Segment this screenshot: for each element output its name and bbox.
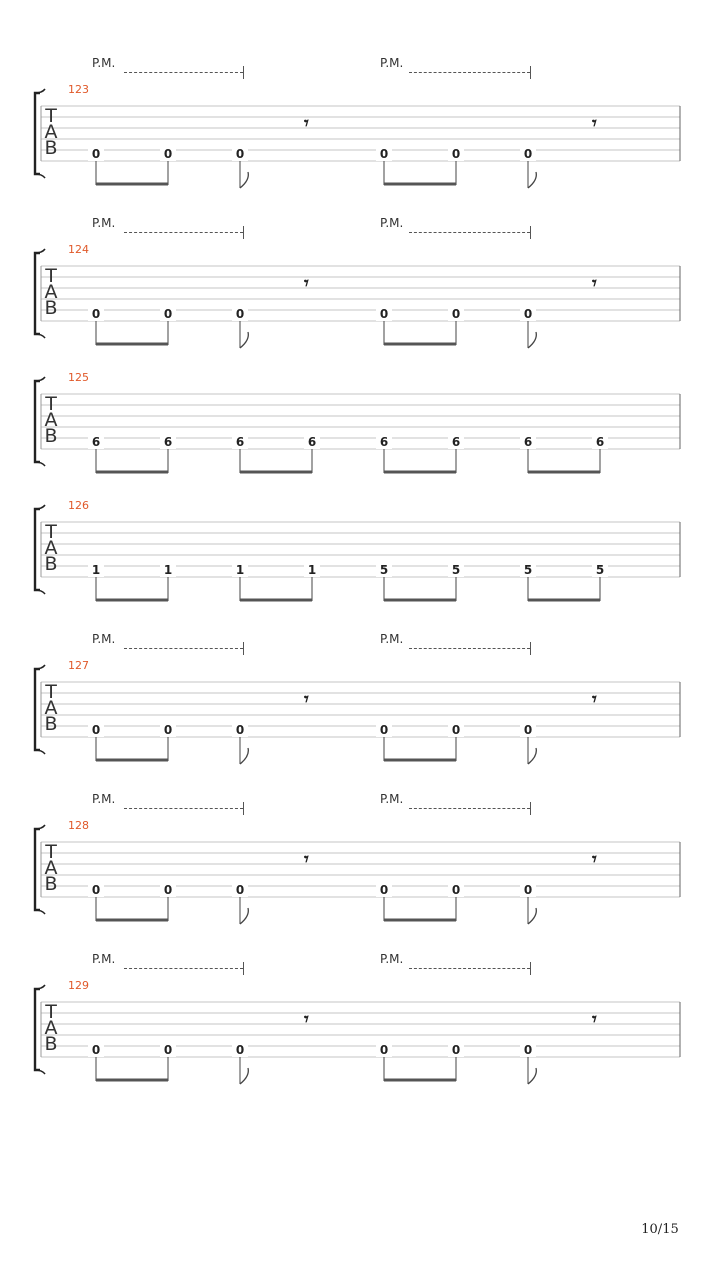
tab-clef-letter: B <box>44 713 58 735</box>
palm-mute-dashes <box>124 808 243 809</box>
palm-mute-dashes <box>409 648 530 649</box>
tab-clef-letter: A <box>44 1017 58 1039</box>
palm-mute-dashes <box>409 968 530 969</box>
fret-number: 0 <box>160 308 176 321</box>
bracket-hook-bottom <box>35 1070 45 1074</box>
eighth-rest: 𝄾 <box>592 113 597 134</box>
fret-number: 0 <box>232 1044 248 1057</box>
tab-clef-letter: T <box>45 393 57 415</box>
fret-number: 6 <box>304 436 320 449</box>
fret-number: 1 <box>304 564 320 577</box>
bracket-hook-bottom <box>35 334 45 338</box>
palm-mute-end-tick <box>530 66 531 79</box>
note-flag <box>240 1068 248 1084</box>
fret-number: 0 <box>88 308 104 321</box>
palm-mute-label: P.M. <box>92 56 116 70</box>
fret-number: 0 <box>520 884 536 897</box>
fret-number: 0 <box>232 884 248 897</box>
fret-number: 6 <box>376 436 392 449</box>
tab-clef-letter: A <box>44 409 58 431</box>
fret-number: 1 <box>160 564 176 577</box>
palm-mute-label: P.M. <box>380 216 404 230</box>
measure-number: 126 <box>68 499 89 512</box>
fret-number: 0 <box>448 308 464 321</box>
fret-number: 6 <box>520 436 536 449</box>
eighth-rest: 𝄾 <box>592 689 597 710</box>
fret-number: 0 <box>88 884 104 897</box>
fret-number: 0 <box>88 148 104 161</box>
tab-clef-letter: A <box>44 121 58 143</box>
system-bracket <box>35 669 40 750</box>
eighth-rest: 𝄾 <box>592 273 597 294</box>
tab-clef-letter: B <box>44 553 58 575</box>
fret-number: 5 <box>448 564 464 577</box>
palm-mute-end-tick <box>243 802 244 815</box>
palm-mute-end-tick <box>530 802 531 815</box>
palm-mute-label: P.M. <box>92 952 116 966</box>
tab-clef-letter: B <box>44 137 58 159</box>
eighth-rest: 𝄾 <box>304 113 309 134</box>
palm-mute-end-tick <box>243 962 244 975</box>
bracket-hook-top <box>35 825 45 829</box>
note-flag <box>528 748 536 764</box>
tab-clef-letter: T <box>45 265 57 287</box>
bracket-hook-top <box>35 505 45 509</box>
fret-number: 0 <box>88 724 104 737</box>
fret-number: 5 <box>376 564 392 577</box>
fret-number: 0 <box>520 308 536 321</box>
palm-mute-dashes <box>124 72 243 73</box>
bracket-hook-bottom <box>35 750 45 754</box>
tab-clef-letter: T <box>45 521 57 543</box>
eighth-rest: 𝄾 <box>304 273 309 294</box>
tab-clef-letter: T <box>45 841 57 863</box>
tab-clef-letter: B <box>44 425 58 447</box>
fret-number: 0 <box>376 884 392 897</box>
bracket-hook-top <box>35 89 45 93</box>
bracket-hook-top <box>35 249 45 253</box>
fret-number: 0 <box>160 884 176 897</box>
palm-mute-dashes <box>124 968 243 969</box>
system-bracket <box>35 253 40 334</box>
tab-clef-letter: A <box>44 697 58 719</box>
palm-mute-dashes <box>409 232 530 233</box>
palm-mute-label: P.M. <box>380 632 404 646</box>
palm-mute-end-tick <box>243 226 244 239</box>
system-bracket <box>35 989 40 1070</box>
fret-number: 0 <box>160 1044 176 1057</box>
note-flag <box>240 908 248 924</box>
bracket-hook-top <box>35 665 45 669</box>
palm-mute-end-tick <box>530 226 531 239</box>
note-flag <box>528 908 536 924</box>
page-number: 10/15 <box>641 1222 679 1237</box>
fret-number: 0 <box>448 148 464 161</box>
palm-mute-dashes <box>124 232 243 233</box>
system-bracket <box>35 381 40 462</box>
fret-number: 0 <box>448 1044 464 1057</box>
fret-number: 0 <box>520 148 536 161</box>
bracket-hook-top <box>35 377 45 381</box>
tab-clef-letter: T <box>45 105 57 127</box>
fret-number: 5 <box>592 564 608 577</box>
tab-clef-letter: B <box>44 873 58 895</box>
palm-mute-end-tick <box>243 642 244 655</box>
fret-number: 0 <box>88 1044 104 1057</box>
palm-mute-end-tick <box>530 642 531 655</box>
palm-mute-end-tick <box>530 962 531 975</box>
fret-number: 6 <box>448 436 464 449</box>
tab-clef-letter: B <box>44 297 58 319</box>
tab-clef-letter: A <box>44 537 58 559</box>
tab-clef-letter: T <box>45 681 57 703</box>
palm-mute-label: P.M. <box>380 952 404 966</box>
palm-mute-label: P.M. <box>92 632 116 646</box>
system-bracket <box>35 829 40 910</box>
fret-number: 1 <box>88 564 104 577</box>
eighth-rest: 𝄾 <box>304 689 309 710</box>
measure-number: 124 <box>68 243 89 256</box>
fret-number: 0 <box>376 724 392 737</box>
fret-number: 6 <box>592 436 608 449</box>
note-flag <box>240 172 248 188</box>
palm-mute-dashes <box>409 808 530 809</box>
palm-mute-label: P.M. <box>380 56 404 70</box>
fret-number: 0 <box>448 724 464 737</box>
fret-number: 0 <box>160 724 176 737</box>
fret-number: 0 <box>376 308 392 321</box>
fret-number: 0 <box>376 1044 392 1057</box>
tab-clef-letter: T <box>45 1001 57 1023</box>
fret-number: 6 <box>160 436 176 449</box>
fret-number: 0 <box>232 308 248 321</box>
fret-number: 6 <box>88 436 104 449</box>
system-bracket <box>35 509 40 590</box>
palm-mute-dashes <box>124 648 243 649</box>
palm-mute-dashes <box>409 72 530 73</box>
bracket-hook-top <box>35 985 45 989</box>
eighth-rest: 𝄾 <box>304 1009 309 1030</box>
eighth-rest: 𝄾 <box>592 849 597 870</box>
tab-clef-letter: A <box>44 857 58 879</box>
palm-mute-label: P.M. <box>92 792 116 806</box>
fret-number: 0 <box>376 148 392 161</box>
fret-number: 0 <box>160 148 176 161</box>
measure-number: 128 <box>68 819 89 832</box>
palm-mute-end-tick <box>243 66 244 79</box>
bracket-hook-bottom <box>35 462 45 466</box>
fret-number: 0 <box>232 148 248 161</box>
note-flag <box>528 172 536 188</box>
note-flag <box>528 1068 536 1084</box>
measure-number: 123 <box>68 83 89 96</box>
fret-number: 0 <box>520 724 536 737</box>
note-flag <box>240 332 248 348</box>
fret-number: 0 <box>232 724 248 737</box>
fret-number: 0 <box>448 884 464 897</box>
system-bracket <box>35 93 40 174</box>
palm-mute-label: P.M. <box>92 216 116 230</box>
fret-number: 5 <box>520 564 536 577</box>
bracket-hook-bottom <box>35 174 45 178</box>
note-flag <box>240 748 248 764</box>
eighth-rest: 𝄾 <box>304 849 309 870</box>
measure-number: 127 <box>68 659 89 672</box>
fret-number: 0 <box>520 1044 536 1057</box>
eighth-rest: 𝄾 <box>592 1009 597 1030</box>
bracket-hook-bottom <box>35 910 45 914</box>
bracket-hook-bottom <box>35 590 45 594</box>
measure-number: 129 <box>68 979 89 992</box>
fret-number: 1 <box>232 564 248 577</box>
note-flag <box>528 332 536 348</box>
palm-mute-label: P.M. <box>380 792 404 806</box>
tab-clef-letter: B <box>44 1033 58 1055</box>
fret-number: 6 <box>232 436 248 449</box>
tab-clef-letter: A <box>44 281 58 303</box>
measure-number: 125 <box>68 371 89 384</box>
